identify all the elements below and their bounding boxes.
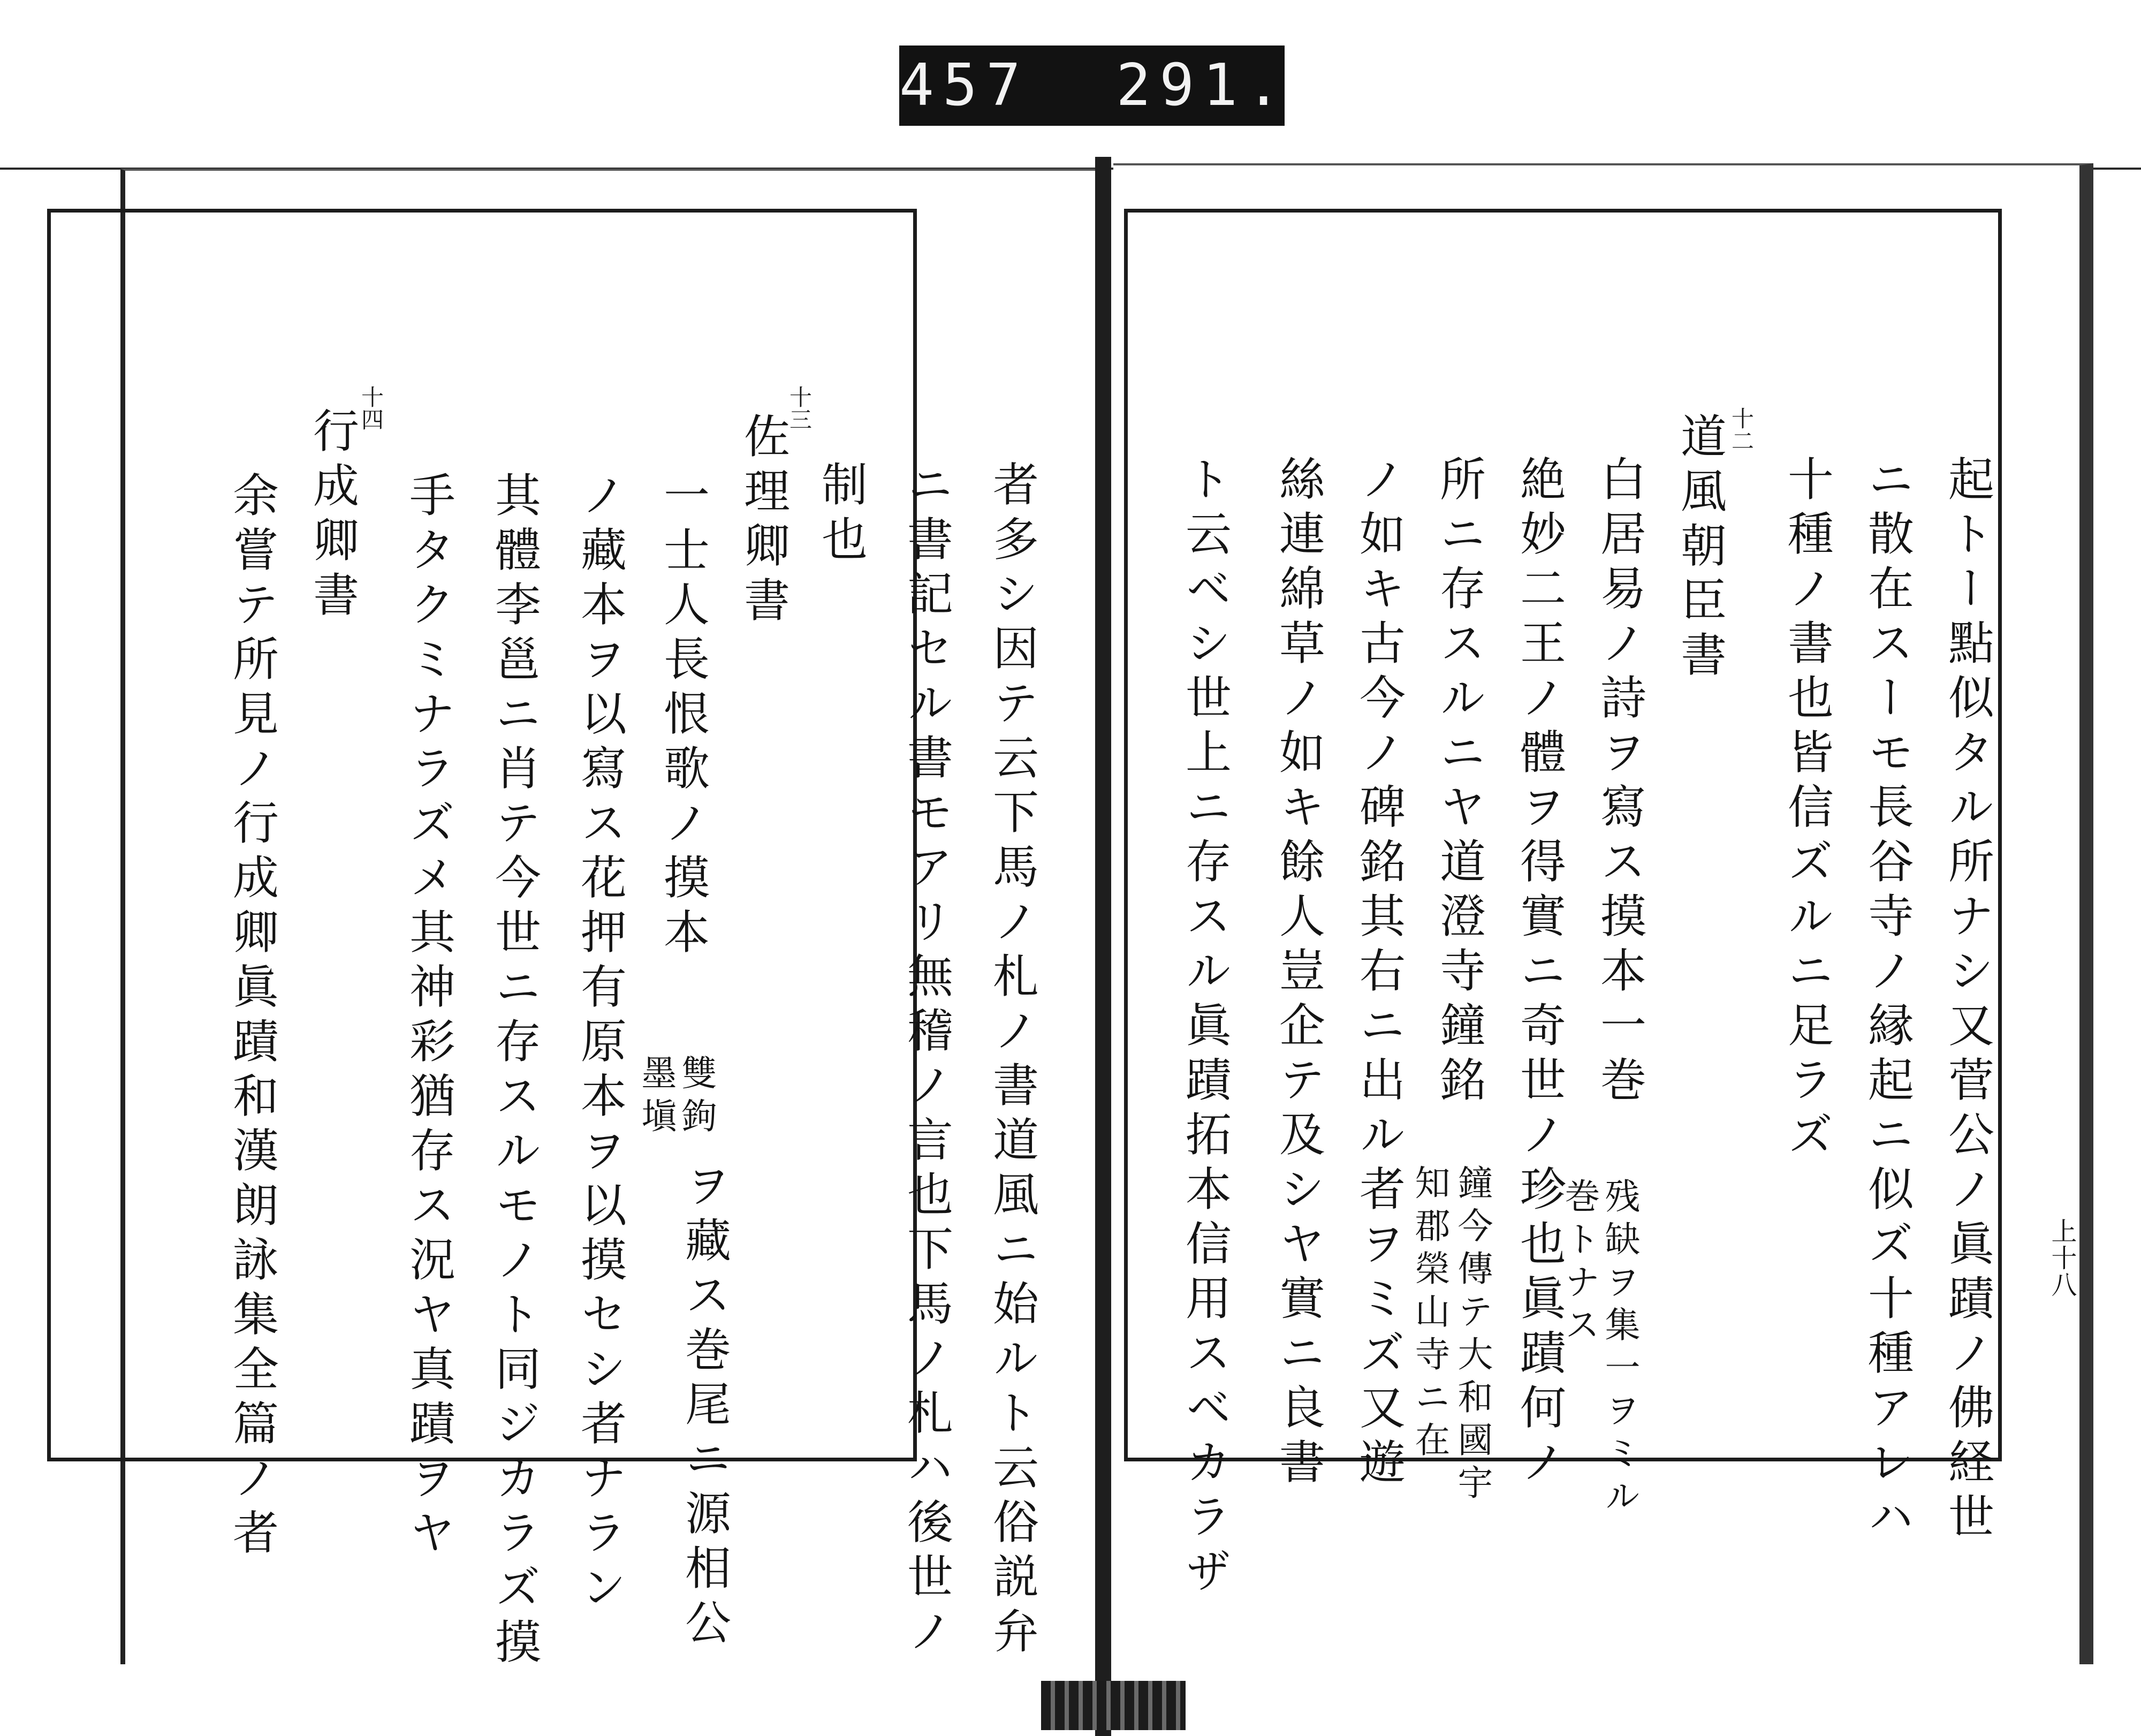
book-gutter bbox=[1095, 157, 1111, 1736]
gutter-foot bbox=[1041, 1681, 1186, 1730]
left-col-3: 制也 bbox=[814, 460, 867, 570]
right-col-2: ニ散在スーモ長谷寺ノ縁起ニ似ズ十種アレハ bbox=[1860, 455, 1914, 1547]
entry-12-body-6: ト云ベシ世上ニ存スル眞蹟拓本信用スベカラザ bbox=[1178, 455, 1231, 1602]
entry-13-body-2: ノ藏本ヲ以寫ス花押有原本ヲ以摸セシ者ナラン bbox=[573, 471, 626, 1618]
entry-12-note-scroll-1: 残缺ヲ集一ヲミル bbox=[1599, 1178, 1640, 1520]
entry-12-note-bell-1: 鐘今傳テ大和國宇 bbox=[1452, 1164, 1493, 1507]
entry-12-body-3: 所ニ存スルニヤ道澄寺鐘銘 bbox=[1432, 455, 1485, 1110]
entry-14-number: 十四 bbox=[358, 385, 384, 430]
entry-13-tail: ヲ藏ス巻尾ニ源相公 bbox=[677, 1162, 731, 1653]
entry-13-note-1: 雙鉤 bbox=[675, 1055, 717, 1140]
entry-13-body-3: 其體李邕ニ肖テ今世ニ存スルモノト同ジカラズ摸 bbox=[487, 471, 541, 1672]
entry-13-note-2: 墨塡 bbox=[635, 1055, 677, 1140]
entry-12-title: 道風朝臣書 bbox=[1673, 412, 1726, 685]
catalog-number-label: 457 291. bbox=[899, 46, 1285, 126]
left-col-1: 者多シ因テ云下馬ノ札ノ書道風ニ始ルト云俗説弁 bbox=[985, 460, 1038, 1662]
entry-14-body-1: 余嘗テ所見ノ行成卿眞蹟和漢朗詠集全篇ノ者 bbox=[225, 471, 278, 1563]
entry-12-body-1: 白居易ノ詩ヲ寫ス摸本一巻 bbox=[1592, 455, 1646, 1110]
entry-14-title: 行成卿書 bbox=[305, 407, 359, 625]
entry-13-body-4: 手タクミナラズメ其神彩猶存ス況ヤ真蹟ヲヤ bbox=[401, 471, 455, 1563]
entry-12-body-2: 絶妙二王ノ體ヲ得實ニ奇世ノ珍也眞蹟何ノ bbox=[1512, 455, 1566, 1492]
entry-12-note-scroll-2: 巻トナス bbox=[1559, 1178, 1600, 1349]
entry-13-number: 十三 bbox=[786, 385, 813, 430]
right-col-1: 起トー點似タル所ナシ又菅公ノ眞蹟ノ佛経世 bbox=[1940, 455, 1994, 1547]
entry-13-body-1: 一士人長恨歌ノ摸本 bbox=[656, 471, 709, 962]
entry-12-number: 十二 bbox=[1728, 407, 1755, 452]
entry-12-body-4: ノ如キ古今ノ碑銘其右ニ出ル者ヲミズ又遊 bbox=[1352, 455, 1405, 1492]
right-col-3: 十種ノ書也皆信ズルニ足ラズ bbox=[1780, 455, 1833, 1165]
entry-13-title: 佐理卿書 bbox=[736, 412, 789, 631]
folio-number: 上十八 bbox=[2047, 1218, 2077, 1298]
left-col-2: ニ書記セル書モアリ無稽ノ言也下馬ノ札ハ後世ノ bbox=[899, 460, 953, 1662]
entry-12-body-5: 絲連綿草ノ如キ餘人豈企テ及シヤ實ニ良書 bbox=[1271, 455, 1325, 1492]
entry-12-note-bell-2: 知郡榮山寺ニ在 bbox=[1409, 1164, 1450, 1464]
